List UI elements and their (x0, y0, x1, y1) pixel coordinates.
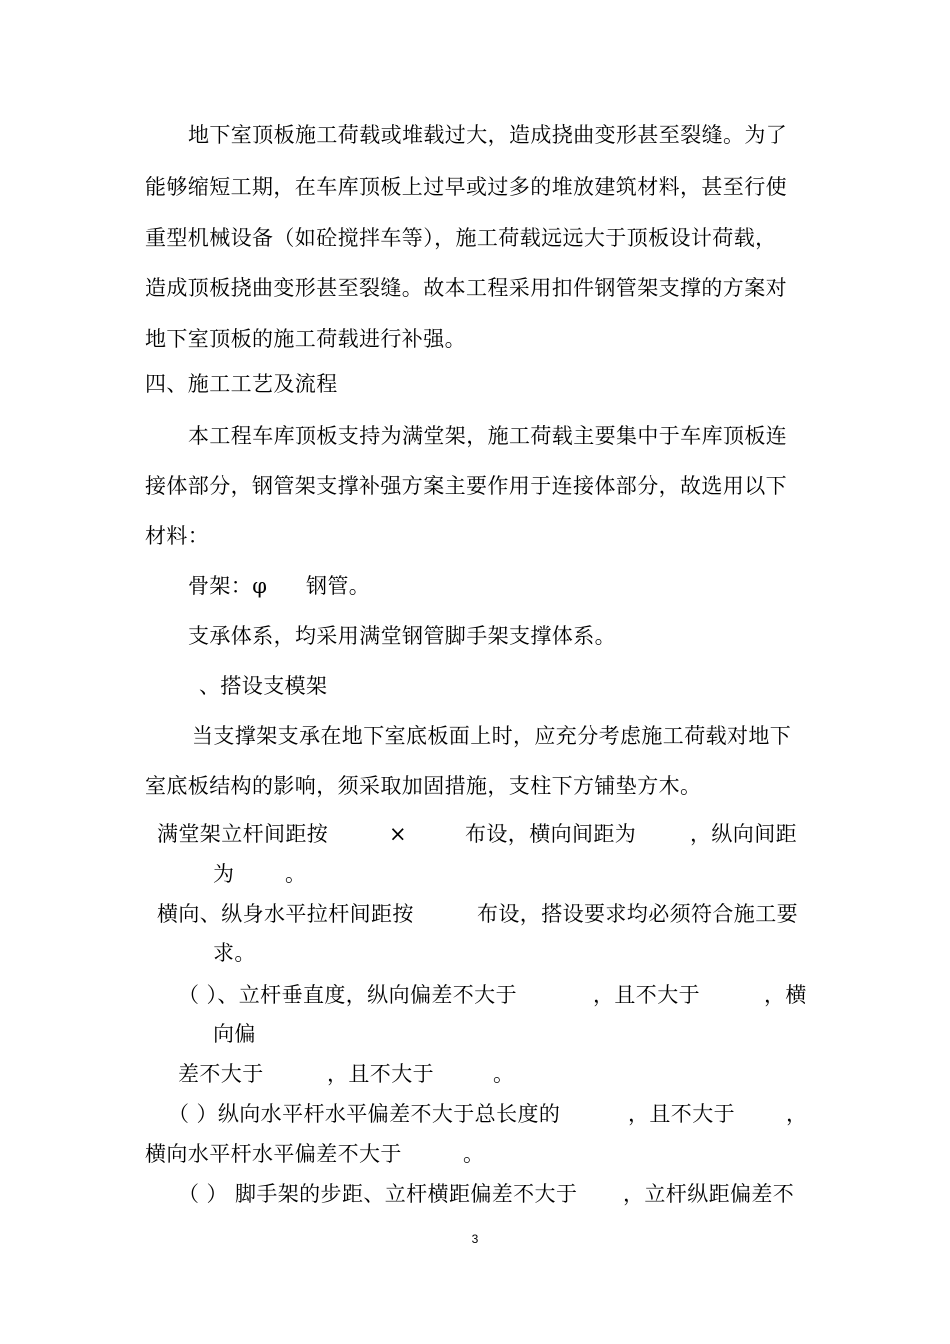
paragraph-1-line-3: 重型机械设备（如砼搅拌车等），施工荷载远远大于顶板设计荷载， (145, 226, 777, 250)
verticality-item-part-3: ，横 (764, 983, 807, 1007)
paragraph-1-line-4: 造成顶板挠曲变形甚至裂缝。故本工程采用扣件钢管架支撑的方案对 (145, 276, 787, 300)
section-heading: 四、施工工艺及流程 (145, 372, 338, 396)
paragraph-1-line-1: 地下室顶板施工荷载或堆载过大，造成挠曲变形甚至裂缝。为了 (188, 123, 788, 147)
horizontal-item-part-5: 。 (463, 1142, 485, 1166)
verticality-item-part-1: （ ）、立杆垂直度，纵向偏差不大于 (178, 983, 517, 1007)
step-item-part-2: ，立杆纵距偏差不 (623, 1182, 795, 1206)
paragraph-1-line-2: 能够缩短工期，在车库顶板上过早或过多的堆放建筑材料，甚至行使 (145, 175, 787, 199)
tie-rod-item-part-3: 求。 (213, 941, 256, 965)
tie-rod-item-part-1: 横向、纵身水平拉杆间距按 (157, 902, 414, 926)
horizontal-item-part-1: （ ）纵向水平杆水平偏差不大于总长度的 (168, 1102, 561, 1126)
paragraph-3-line-1: 当支撑架支承在地下室底板面上时，应充分考虑施工荷载对地下 (192, 724, 792, 748)
paragraph-2-line-3: 材料： (145, 524, 210, 548)
spacing-item-part-2: 布设，横向间距为 (465, 822, 637, 846)
horizontal-item-part-3: ， (786, 1102, 808, 1126)
verticality-item-part-4: 向偏 (213, 1022, 256, 1046)
spacing-item-part-1: 满堂架立杆间距按 (157, 822, 329, 846)
paragraph-2-line-1: 本工程车库顶板支持为满堂架，施工荷载主要集中于车库顶板连 (188, 424, 788, 448)
paragraph-1-line-5: 地下室顶板的施工荷载进行补强。 (145, 327, 466, 351)
spacing-item-part-5: 。 (285, 862, 307, 886)
subsection-heading: 、搭设支模架 (199, 674, 328, 698)
frame-label: 骨架：φ (188, 574, 268, 598)
spacing-item-times: × (389, 822, 407, 846)
verticality-item-part-6: ，且不大于 (327, 1062, 434, 1086)
step-item-part-1: （ ） 脚手架的步距、立杆横距偏差不大于 (178, 1182, 578, 1206)
verticality-item-part-5: 差不大于 (178, 1062, 264, 1086)
tie-rod-item-part-2: 布设，搭设要求均必须符合施工要 (477, 902, 798, 926)
verticality-item-part-2: ，且不大于 (593, 983, 700, 1007)
paragraph-3-line-2: 室底板结构的影响，须采取加固措施，支柱下方铺垫方木。 (145, 774, 702, 798)
support-system: 支承体系，均采用满堂钢管脚手架支撑体系。 (188, 624, 616, 648)
spacing-item-part-3: ，纵向间距 (690, 822, 797, 846)
horizontal-item-part-4: 横向水平杆水平偏差不大于 (145, 1142, 402, 1166)
verticality-item-part-7: 。 (493, 1062, 515, 1086)
frame-pipe: 钢管。 (306, 574, 371, 598)
horizontal-item-part-2: ，且不大于 (628, 1102, 735, 1126)
paragraph-2-line-2: 接体部分，钢管架支撑补强方案主要作用于连接体部分，故选用以下 (145, 474, 787, 498)
spacing-item-part-4: 为 (213, 862, 235, 886)
page-number: 3 (471, 1232, 479, 1246)
